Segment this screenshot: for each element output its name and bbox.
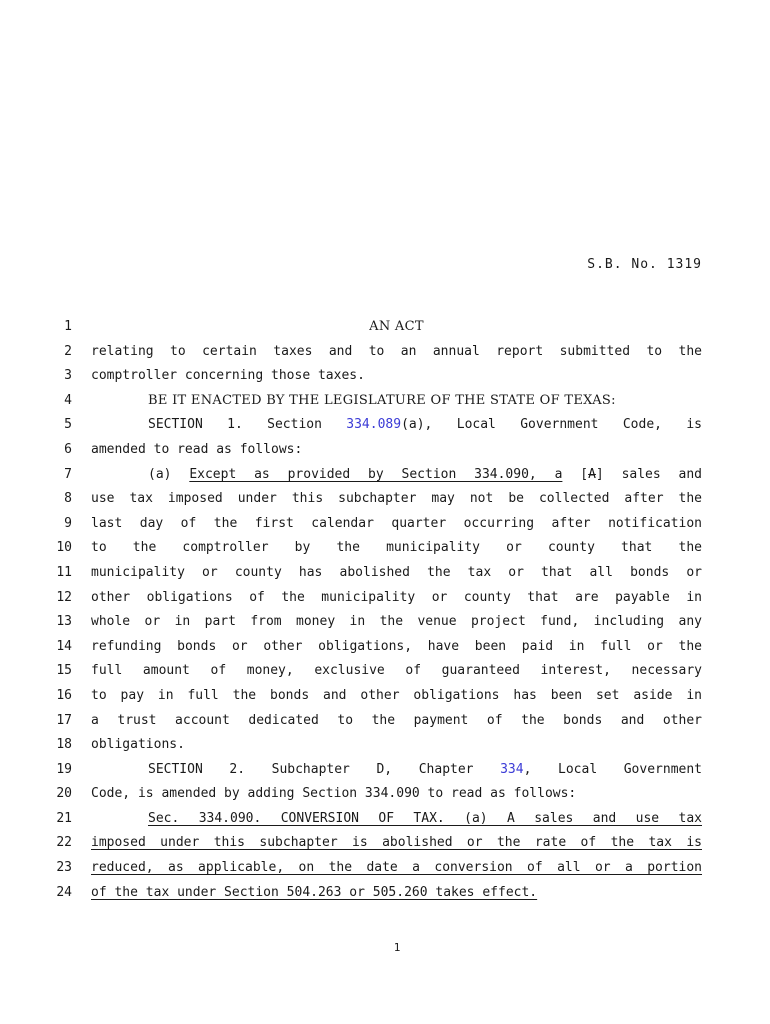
caption-text: relating to certain taxes and to an annual report submitted to the: [91, 343, 702, 359]
line-number: 9: [64, 515, 72, 531]
text-line: [0, 612, 770, 637]
line-number: 23: [56, 860, 72, 876]
line-number: 5: [64, 417, 72, 433]
inserted-text: imposed under this subchapter is abolished or the rate of the tax is: [91, 835, 702, 851]
line-number: 7: [64, 466, 72, 482]
text-line: [0, 711, 770, 736]
line-number: 8: [64, 491, 72, 507]
line-number: 13: [56, 614, 72, 630]
section-1-heading: SECTION 1. Section 334.089(a), Local Government Code, is: [148, 417, 702, 433]
line-number: 10: [56, 540, 72, 556]
body-text: whole or in part from money in the venue project fund, including any: [91, 614, 702, 630]
line-number: 15: [56, 663, 72, 679]
body-text: amended to read as follows:: [91, 441, 303, 457]
inserted-text: of the tax under Section 504.263 or 505.260 takes effect.: [91, 884, 538, 900]
text-line: [0, 883, 770, 908]
line-number: 12: [56, 589, 72, 605]
new-section-text: [91, 809, 702, 829]
text-line: [0, 391, 770, 416]
inserted-text: Sec. 334.090. CONVERSION OF TAX. (a) A sales and use tax: [148, 810, 702, 826]
line-number: 6: [64, 441, 72, 457]
act-heading: AN ACT: [369, 319, 424, 334]
statute-link[interactable]: 334.089: [346, 417, 402, 433]
deleted-text: A: [588, 466, 596, 482]
text-line: [0, 735, 770, 760]
body-text: to the comptroller by the municipality or county that the: [91, 540, 702, 556]
body-text: to pay in full the bonds and other obligations has been set aside in: [91, 687, 702, 703]
text-line: [0, 342, 770, 367]
line-number: 22: [56, 835, 72, 851]
text-line: [0, 465, 770, 490]
line-number: 18: [56, 737, 72, 753]
body-text: full amount of money, exclusive of guaranteed interest, necessary: [91, 663, 702, 679]
text-line: [0, 588, 770, 613]
body-text: Code, is amended by adding Section 334.090 to read as follows:: [91, 786, 577, 802]
body-text: obligations.: [91, 737, 185, 753]
section-2-heading: SECTION 2. Subchapter D, Chapter 334, Local Government: [148, 761, 703, 777]
line-number: 3: [64, 368, 72, 384]
inserted-text: Except as provided by Section 334.090, a: [189, 466, 563, 482]
text-line: [0, 538, 770, 563]
body-text: other obligations of the municipality or county that are payable in: [91, 589, 702, 605]
body-text: use tax imposed under this subchapter may not be collected after the: [91, 491, 702, 507]
text-line: [0, 489, 770, 514]
text-line: [0, 415, 770, 440]
text-line: [0, 661, 770, 686]
line-number: 19: [56, 761, 72, 777]
text-line: [0, 784, 770, 809]
enacting-clause: BE IT ENACTED BY THE LEGISLATURE OF THE STATE OF TEXAS:: [148, 392, 616, 408]
text-line: [0, 809, 770, 834]
text-line: [0, 858, 770, 883]
line-number: 24: [56, 884, 72, 900]
bill-text: [0, 317, 770, 907]
line-number: 16: [56, 687, 72, 703]
text-line: [0, 686, 770, 711]
body-text: a trust account dedicated to the payment of the bonds and other: [91, 712, 702, 728]
body-text: refunding bonds or other obligations, have been paid in full or the: [91, 638, 702, 654]
text-line: [0, 637, 770, 662]
bill-number: S.B. No. 1319: [587, 257, 702, 272]
caption-text: comptroller concerning those taxes.: [91, 368, 365, 384]
line-number: 1: [64, 319, 72, 334]
chapter-link[interactable]: 334: [500, 761, 524, 777]
text-line: [0, 563, 770, 588]
text-line: [0, 366, 770, 391]
line-number: 17: [56, 712, 72, 728]
line-number: 20: [56, 786, 72, 802]
line-number: 4: [64, 392, 72, 408]
inserted-text: reduced, as applicable, on the date a conversion of all or a portion: [91, 860, 702, 876]
line-number: 11: [56, 564, 72, 580]
amended-subsection: (a) Except as provided by Section 334.090, a [A] sales and: [148, 466, 703, 482]
text-line: [0, 440, 770, 465]
text-line: [0, 514, 770, 539]
body-text: last day of the first calendar quarter occurring after notification: [91, 515, 702, 531]
body-text: municipality or county has abolished the tax or that all bonds or: [91, 564, 702, 580]
text-line: [0, 317, 770, 342]
text-line: [0, 760, 770, 785]
text-line: [0, 833, 770, 858]
line-number: 21: [56, 810, 72, 826]
page-number: 1: [393, 941, 401, 954]
line-number: 14: [56, 638, 72, 654]
new-section-text: [91, 883, 702, 903]
line-number: 2: [64, 343, 72, 359]
